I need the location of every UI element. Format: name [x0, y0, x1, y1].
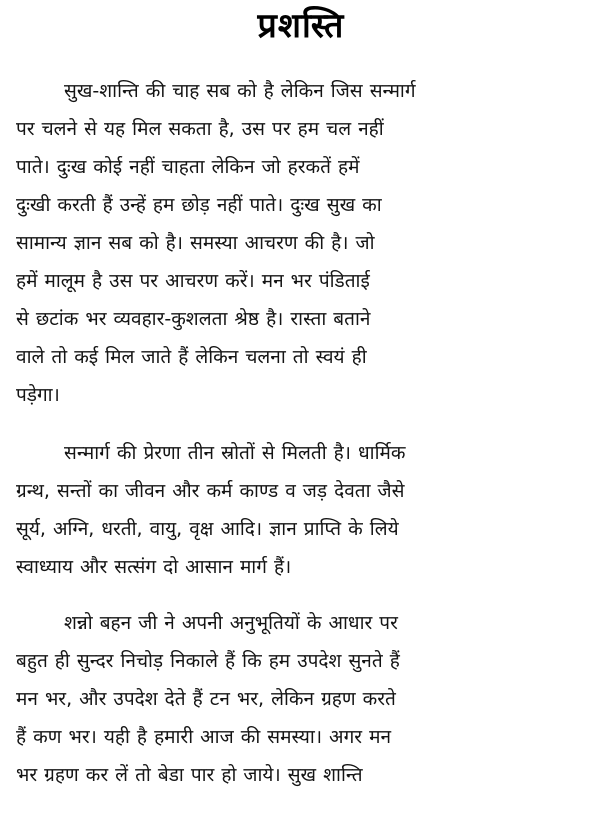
paragraph-line: दुःखी करती हैं उन्हें हम छोड़ नहीं पाते। दुःख सुख का [16, 194, 382, 216]
paragraph-line: हमें मालूम है उस पर आचरण करें। मन भर पंडिताई [16, 270, 370, 292]
paragraph-line: से छटांक भर व्यवहार-कुशलता श्रेष्ठ है। रास्ता बताने [16, 308, 371, 330]
paragraph-3 [16, 604, 586, 794]
paragraph-line: पर चलने से यह मिल सकता है, उस पर हम चल नहीं [16, 118, 384, 140]
paragraph-line: सुख-शान्ति की चाह सब को है लेकिन जिस सन्मार्ग [64, 80, 416, 102]
paragraph-line: बहुत ही सुन्दर निचोड़ निकाले हैं कि हम उपदेश सुनते हैं [16, 650, 400, 672]
paragraph-line: हैं कण भर। यही है हमारी आज की समस्या। अगर मन [16, 726, 391, 748]
paragraph-line: सामान्य ज्ञान सब को है। समस्या आचरण की है। जो [16, 232, 375, 254]
paragraph-1 [16, 72, 586, 414]
page-title: प्रशस्ति [257, 6, 345, 46]
paragraph-line: मन भर, और उपदेश देते हैं टन भर, लेकिन ग्रहण करते [16, 688, 396, 710]
paragraph-line: वाले तो कई मिल जाते हैं लेकिन चलना तो स्वयं ही [16, 346, 367, 368]
paragraph-line: शन्नो बहन जी ने अपनी अनुभूतियों के आधार पर [64, 612, 398, 634]
paragraph-line: पड़ेगा। [16, 384, 60, 406]
paragraph-line: सूर्य, अग्नि, धरती, वायु, वृक्ष आदि। ज्ञान प्राप्ति के लिये [16, 518, 399, 540]
paragraph-line: स्वाध्याय और सत्संग दो आसान मार्ग हैं। [16, 556, 292, 578]
paragraph-line: भर ग्रहण कर लें तो बेडा पार हो जाये। सुख शान्ति [16, 764, 363, 786]
paragraph-line: पाते। दुःख कोई नहीं चाहता लेकिन जो हरकतें हमें [16, 156, 360, 178]
paragraph-line: ग्रन्थ, सन्तों का जीवन और कर्म काण्ड व जड़ देवता जैसे [16, 480, 405, 502]
paragraph-line: सन्मार्ग की प्रेरणा तीन स्रोतों से मिलती है। धार्मिक [64, 442, 406, 464]
paragraph-2 [16, 434, 586, 586]
